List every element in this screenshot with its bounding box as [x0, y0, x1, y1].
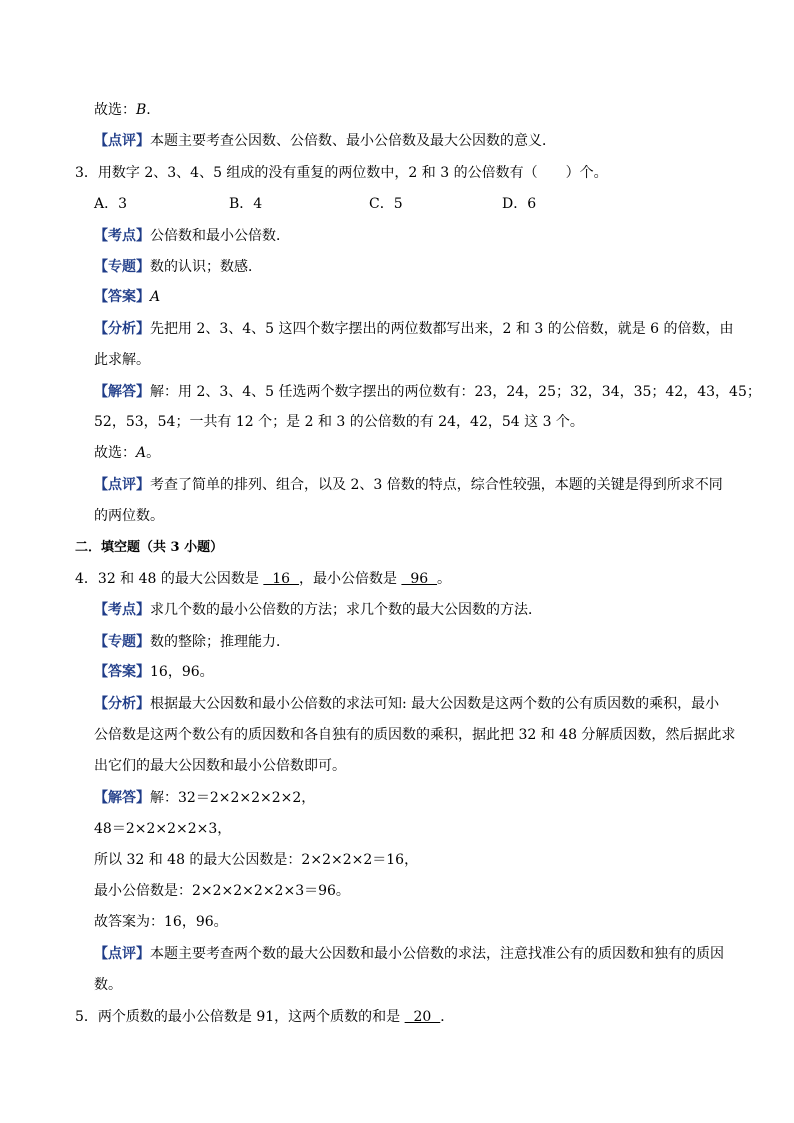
topic-text: 数的整除；推理能力．: [150, 634, 290, 650]
q3-option-b: B．4: [229, 196, 263, 212]
choice-suffix: 。: [146, 445, 161, 461]
q4-comment-line2: 数。: [94, 977, 122, 993]
answer-letter: A: [150, 289, 161, 305]
q4-analysis: [94, 694, 719, 714]
section-title: 二．填空题（共 3 小题）: [75, 540, 224, 555]
answer-blank: 20: [404, 1009, 441, 1025]
comment-line: 考查了简单的排列、组合，以及 2、3 倍数的特点，综合性较强，本题的关键是得到所求不同: [150, 477, 723, 493]
stem-text: 4．32 和 48 的最大公因数是: [75, 571, 264, 587]
point-tag: 【考点】: [94, 228, 150, 244]
q4-stem: [75, 569, 451, 589]
q3-solution-line2: 52，53，54；一共有 12 个；是 2 和 3 的公倍数的有 24，42，54 这 3 个。: [94, 414, 584, 430]
choice-suffix: .: [146, 102, 151, 118]
analysis-line: 先把用 2、3、4、5 这四个数字摆出的两位数都写出来，2 和 3 的公倍数，就是 6 的倍数，由: [150, 321, 734, 337]
answer-blank: 96: [401, 571, 438, 587]
answer-blank: 16: [263, 571, 299, 587]
q4-solution-line3: 所以 32 和 48 的最大公因数是：2×2×2×2＝16，: [94, 852, 419, 868]
q4-comment: [94, 944, 724, 964]
q4-answer: [94, 662, 214, 682]
q3-answer: [94, 287, 160, 307]
analysis-tag: 【分析】: [94, 696, 150, 712]
q4-solution-line2: 48＝2×2×2×2×3，: [94, 821, 232, 837]
q5-stem: [75, 1007, 454, 1027]
answer-text: 16，96。: [150, 664, 214, 680]
q3-stem: 3．用数字 2、3、4、5 组成的没有重复的两位数中，2 和 3 的公倍数有（ ）个。: [75, 165, 608, 181]
stem-text: 5．两个质数的最小公倍数是 91，这两个质数的和是: [75, 1009, 405, 1025]
comment-line: 本题主要考查两个数的最大公因数和最小公倍数的求法，注意找准公有的质因数和独有的质因: [150, 946, 724, 962]
point-tag: 【考点】: [94, 602, 150, 618]
comment-tag: 【点评】: [94, 133, 150, 149]
q3-option-a: A．3: [94, 196, 128, 212]
solution-line: 解：用 2、3、4、5 任选两个数字摆出的两位数有：23，24，25；32，34，35；42，43，45；: [150, 384, 761, 400]
solution-line: 解：32＝2×2×2×2×2，: [150, 790, 316, 806]
topic-tag: 【专题】: [94, 259, 150, 275]
q4-solution-line5: 故答案为：16，96。: [94, 914, 228, 930]
q3-solution: [94, 382, 761, 402]
comment-tag: 【点评】: [94, 477, 150, 493]
q3-analysis: [94, 319, 734, 339]
q3-analysis-line2: 此求解。: [94, 352, 150, 368]
comment-text: 本题主要考查公因数、公倍数、最小公倍数及最大公因数的意义．: [150, 133, 556, 149]
q3-options: [94, 194, 654, 214]
topic-tag: 【专题】: [94, 634, 150, 650]
choice-letter: B: [136, 102, 147, 118]
choice-prefix: 故选：: [94, 102, 136, 118]
q4-solution: [94, 788, 315, 808]
prev-comment: [94, 131, 556, 151]
q3-option-d: D．6: [502, 196, 537, 212]
q3-topic: [94, 257, 262, 277]
q4-solution-line4: 最小公倍数是：2×2×2×2×2×3＝96。: [94, 883, 350, 899]
q3-comment: [94, 475, 723, 495]
point-text: 求几个数的最小公倍数的方法；求几个数的最大公因数的方法．: [150, 602, 542, 618]
stem-text: 。: [437, 571, 452, 587]
q3-option-c: C．5: [369, 196, 403, 212]
stem-text: ，最小公倍数是: [298, 571, 402, 587]
point-text: 公倍数和最小公倍数．: [150, 228, 290, 244]
analysis-tag: 【分析】: [94, 321, 150, 337]
q3-point: [94, 226, 290, 246]
answer-tag: 【答案】: [94, 289, 150, 305]
solution-tag: 【解答】: [94, 790, 150, 806]
q4-analysis-line3: 出它们的最大公因数和最小公倍数即可。: [94, 758, 346, 774]
choice-letter: A: [136, 445, 147, 461]
q4-analysis-line2: 公倍数是这两个数公有的质因数和各自独有的质因数的乘积，据此把 32 和 48 分解质因数，然后据此求: [94, 727, 736, 743]
q3-comment-line2: 的两位数。: [94, 508, 164, 524]
q4-point: [94, 600, 542, 620]
comment-tag: 【点评】: [94, 946, 150, 962]
analysis-line: 根据最大公因数和最小公倍数的求法可知: 最大公因数是这两个数的公有质因数的乘积，最小: [150, 696, 720, 712]
choice-prefix: 故选：: [94, 445, 136, 461]
stem-text: ．: [440, 1009, 455, 1025]
q3-choice: [94, 443, 160, 463]
prev-choice: [94, 100, 151, 120]
solution-tag: 【解答】: [94, 384, 150, 400]
q4-topic: [94, 632, 290, 652]
answer-tag: 【答案】: [94, 664, 150, 680]
topic-text: 数的认识；数感．: [150, 259, 262, 275]
